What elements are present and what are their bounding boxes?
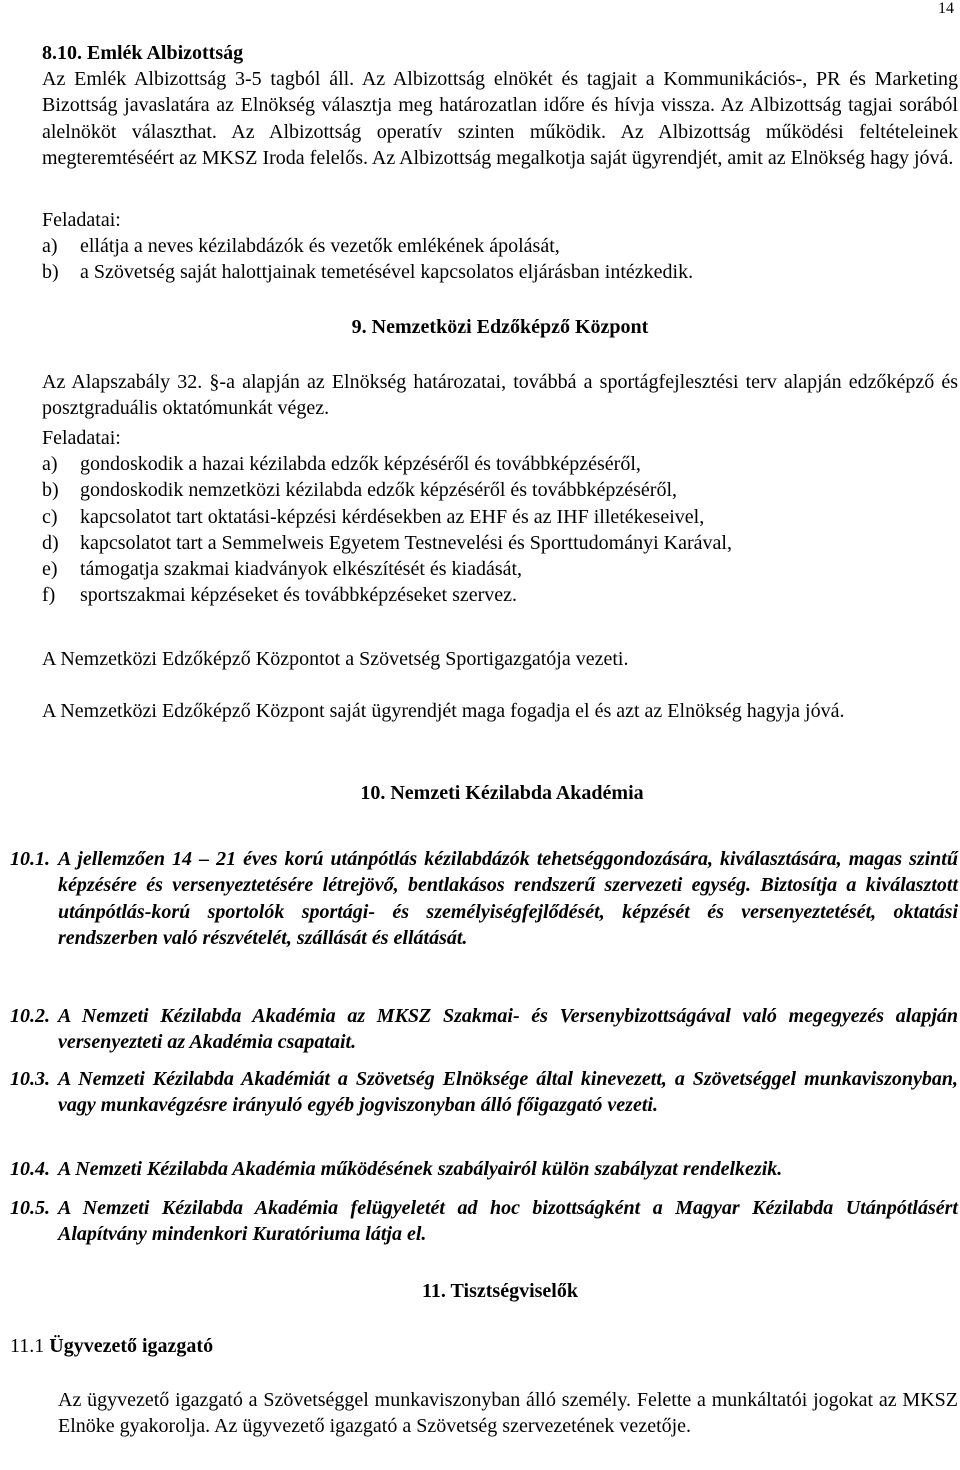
section-note-9-2: A Nemzetközi Edzőképző Központ saját ügyrendjét maga fogadja el és azt az Elnökség hagyja jóvá. <box>42 700 845 722</box>
subsection-heading-11-1 <box>10 1333 926 1359</box>
item-number: 10.1. <box>10 848 50 870</box>
numbered-item-10-5 <box>10 1195 958 1248</box>
item-text: A Nemzeti Kézilabda Akadémia felügyeletét ad hoc bizottságként a Magyar Kézilabda Utánpótlásért Alapítvány mindenkori Kuratóriuma látja el. <box>58 1197 958 1246</box>
list-item <box>42 233 958 259</box>
list-item-label: d) <box>42 531 59 554</box>
list-item-text: sportszakmai képzéseket és továbbképzéseket szervez. <box>80 584 518 607</box>
section-paragraph-9: Az Alapszabály 32. §-a alapján az Elnökség határozatai, továbbá a sportágfejlesztési terv alapján edzőképző és posztgraduális oktatómunkát végez. <box>42 371 958 420</box>
list-item-label: a) <box>42 453 58 475</box>
item-text: A Nemzeti Kézilabda Akadémia az MKSZ Szakmai- és Versenybizottságával való megegyezés alapján versenyezteti az Akadémia csapatait. <box>58 1005 958 1054</box>
list-item <box>42 477 958 503</box>
list-item-text: gondoskodik nemzetközi kézilabda edzők képzéséről és továbbképzéséről, <box>80 479 678 502</box>
list-item-label: b) <box>42 261 59 284</box>
tasks-label-8-10: Feladatai: <box>42 209 121 231</box>
list-item <box>42 556 958 582</box>
numbered-item-10-1 <box>10 846 958 951</box>
page-number: 14 <box>938 0 954 17</box>
item-number: 10.2. <box>10 1005 50 1027</box>
list-item-text: kapcsolatot tart a Semmelweis Egyetem Testnevelési és Sporttudományi Karával, <box>80 531 732 554</box>
section-paragraph-11-1: Az ügyvezető igazgató a Szövetséggel munkaviszonyban álló személy. Felette a munkáltatói jogokat az MKSZ Elnöke gyakorolja. Az ügyvezető igazgató a Szövetség szervezetének vezetője. <box>58 1389 958 1438</box>
list-item-label: c) <box>42 505 58 528</box>
numbered-item-10-2 <box>10 1003 958 1056</box>
list-item-text: kapcsolatot tart oktatási-képzési kérdésekben az EHF és az IHF illetékeseivel, <box>80 505 705 528</box>
item-text: A Nemzeti Kézilabda Akadémiát a Szövetség Elnöksége által kinevezett, a Szövetséggel munkaviszonyban, vagy munkavégzésre irányuló egyéb jogviszonyban álló főigazgató vezeti. <box>58 1068 958 1117</box>
list-item-text: gondoskodik a hazai kézilabda edzők képzéséről és továbbképzéséről, <box>80 453 641 475</box>
task-list-8-10 <box>42 233 958 286</box>
section-note-9-1: A Nemzetközi Edzőképző Központot a Szövetség Sportigazgatója vezeti. <box>42 648 629 670</box>
list-item-text: a Szövetség saját halottjainak temetésével kapcsolatos eljárásban intézkedik. <box>80 261 694 284</box>
section-heading-8-10: 8.10. Emlék Albizottság <box>42 42 244 64</box>
item-number: 10.3. <box>10 1068 50 1090</box>
subsection-number: 11.1 <box>10 1335 45 1357</box>
section-heading-11: 11. Tisztségviselők <box>422 1280 578 1302</box>
task-list-9 <box>42 451 958 609</box>
subsection-title: Ügyvezető igazgató <box>49 1335 214 1357</box>
item-number: 10.5. <box>10 1197 50 1219</box>
numbered-item-10-3 <box>10 1066 958 1119</box>
list-item-label: f) <box>42 584 56 607</box>
list-item-text: támogatja szakmai kiadványok elkészítését és kiadását, <box>80 558 523 581</box>
section-heading-10: 10. Nemzeti Kézilabda Akadémia <box>360 782 644 804</box>
list-item <box>42 504 958 530</box>
list-item-text: ellátja a neves kézilabdázók és vezetők emlékének ápolását, <box>80 235 560 257</box>
tasks-label-9: Feladatai: <box>42 427 121 449</box>
list-item-label: a) <box>42 235 58 257</box>
list-item-label: b) <box>42 479 59 502</box>
item-text: A jellemzően 14 – 21 éves korú utánpótlás kézilabdázók tehetséggondozására, kiválasztására, magas szintű képzésére és versenyeztetésére létrejövő, bentlakásos rendszerű szervezeti egység. Biztosítja a kiválasztott utánpótlás-korú sportolók sportági- és személyiségfejlődését, képzését és versenyeztetését, oktatási rendszerben való részvételét, szállását és ellátását. <box>58 848 958 949</box>
list-item <box>42 451 958 477</box>
list-item-label: e) <box>42 558 58 581</box>
item-number: 10.4. <box>10 1158 50 1180</box>
section-paragraph-8-10: Az Emlék Albizottság 3-5 tagból áll. Az Albizottság elnökét és tagjait a Kommunikációs-, PR és Marketing Bizottság javaslatára az Elnökség választja meg határozatlan időre és hívja vissza. Az Albizottság tagjai sorából alelnököt választhat. Az Albizottság operatív szinten működik. Az Albizottság működési feltételeinek megteremtéséért az MKSZ Iroda felelős. Az Albizottság megalkotja saját ügyrendjét, amit az Elnökség hagy jóvá. <box>42 68 958 169</box>
numbered-item-10-4 <box>10 1156 958 1182</box>
list-item <box>42 259 958 285</box>
item-text: A Nemzeti Kézilabda Akadémia működésének szabályairól külön szabályzat rendelkezik. <box>58 1158 783 1180</box>
list-item <box>42 582 958 608</box>
section-heading-9: 9. Nemzetközi Edzőképző Központ <box>351 316 649 338</box>
list-item <box>42 530 958 556</box>
